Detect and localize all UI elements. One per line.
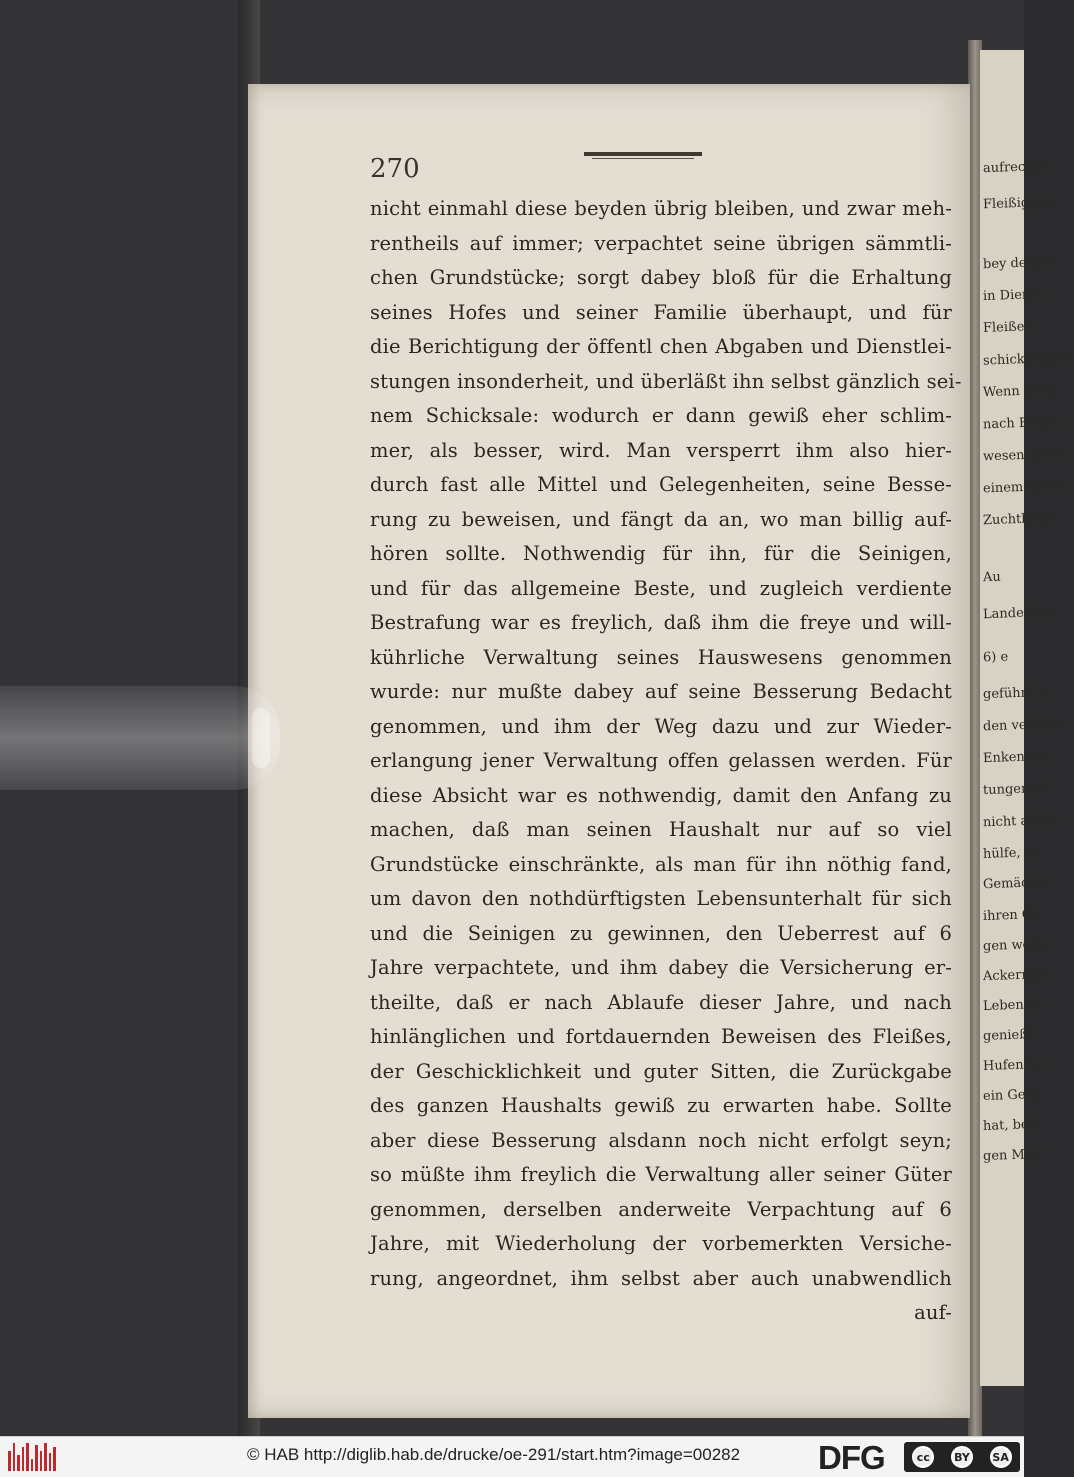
- header-rule: [584, 152, 702, 156]
- barcode-bar: [40, 1451, 43, 1471]
- facing-page-fragment: Au: [982, 569, 1002, 586]
- facing-page-fragment: den verdien: [982, 716, 1062, 735]
- dfg-logo: DFG: [818, 1439, 885, 1476]
- text-line: rung, angeordnet, ihm selbst aber auch unabwendlich: [370, 1266, 952, 1290]
- text-line: und die Seinigen zu gewinnen, den Ueberrest auf 6: [370, 921, 952, 945]
- barcode-bar: [22, 1447, 25, 1471]
- text-line: machen, daß man seinen Haushalt nur auf so viel: [370, 818, 952, 841]
- facing-page-fragment: ein Gesp: [982, 1087, 1041, 1104]
- facing-page-fragment: Zuchthaus: [982, 510, 1053, 529]
- text-line: wurde: nur mußte dabey auf seine Besserung Bedacht: [370, 680, 952, 703]
- text-line: genommen, derselben anderweite Verpachtung auf 6: [370, 1197, 952, 1221]
- facing-page-fragment: hat, bed: [982, 1117, 1038, 1134]
- text-line: mer, als besser, wird. Man versperrt ihm also hier-: [370, 438, 952, 462]
- text-line: nem Schicksale: wodurch er dann gewiß eher schlim-: [370, 404, 952, 427]
- facing-page-fragment: hülfe, so: [982, 845, 1040, 862]
- barcode-bar: [8, 1451, 11, 1471]
- barcode-bar: [31, 1459, 34, 1471]
- page-text: [370, 192, 962, 1331]
- facing-page-fragment: in Dienst: [982, 286, 1043, 305]
- text-line: kührliche Verwaltung seines Hauswesens genommen: [370, 645, 952, 669]
- text-line: stungen insonderheit, und überläßt ihn selbst gänzlich sei-: [370, 369, 962, 393]
- facing-page-fragment: ihren Gr: [982, 907, 1039, 924]
- facing-page-fragment: Hufen be: [982, 1056, 1044, 1075]
- barcode-bar: [26, 1443, 29, 1471]
- attribution-text: © HAB http://diglib.hab.de/drucke/oe-291/start.htm?image=00282: [247, 1445, 741, 1464]
- text-line: Jahre, mit Wiederholung der vorbemerkten Versiche-: [370, 1232, 952, 1255]
- barcode-bar: [49, 1453, 52, 1471]
- barcode-bar: [17, 1455, 20, 1471]
- text-line: aber diese Besserung alsdann noch nicht erfolgt seyn;: [370, 1128, 952, 1152]
- text-line: Bestrafung war es freylich, daß ihm die freye und will-: [370, 611, 952, 634]
- facing-page-fragment: Enken un: [982, 748, 1046, 767]
- text-line: chen Grundstücke; sorgt dabey bloß für die Erhaltung: [370, 266, 952, 289]
- text-line: Grundstücke einschränkte, als man für ihn nöthig fand,: [370, 852, 952, 876]
- facing-page-fragment: Lande ben: [982, 604, 1053, 623]
- text-line: des ganzen Haushalts gewiß zu erwarten habe. Sollte: [370, 1094, 952, 1117]
- text-line: erlangung jener Verwaltung offen gelassen werden. Für: [370, 749, 952, 772]
- facing-page-fragment: Fleißes,: [982, 319, 1036, 336]
- text-line: hören sollte. Nothwendig für ihn, für die Seinigen,: [370, 542, 952, 565]
- book-page: [248, 84, 970, 1418]
- facing-page-fragment: tungen ei: [982, 780, 1046, 799]
- facing-page-fragment: Ackerman: [982, 966, 1051, 985]
- catchword: auf-: [914, 1301, 952, 1324]
- text-line: der Geschicklichkeit und guter Sitten, die Zurückgabe: [370, 1059, 952, 1083]
- text-line: nicht einmahl diese beyden übrig bleiben, und zwar meh-: [370, 197, 952, 220]
- sa-icon: SA: [990, 1446, 1012, 1468]
- text-line: seines Hofes und seiner Familie überhaupt, und für: [370, 300, 952, 324]
- cc-icon: cc: [912, 1446, 934, 1468]
- facing-page-fragment: Gemächlic: [982, 874, 1053, 893]
- facing-page-fragment: gen Mag: [982, 1146, 1042, 1165]
- text-line: so müßte ihm freylich die Verwaltung aller seiner Güter: [370, 1163, 952, 1186]
- facing-page-fragment: 6) e: [982, 649, 1009, 666]
- facing-page-fragment: geführt, u: [982, 684, 1049, 703]
- facing-page-fragment: genießt,: [982, 1027, 1038, 1044]
- text-line: rung zu beweisen, und fängt da an, wo man billig auf-: [370, 507, 952, 531]
- scanner-clamp: [0, 686, 280, 790]
- facing-page-fragment: bey dem P: [982, 254, 1052, 273]
- barcode-bar: [35, 1445, 38, 1471]
- hab-barcode-logo-icon: [8, 1443, 56, 1471]
- barcode-bar: [13, 1443, 16, 1471]
- text-line: um davon den nothdürftigsten Lebensunterhalt für sich: [370, 887, 952, 910]
- text-line: theilte, daß er nach Ablaufe dieser Jahre, und nach: [370, 990, 952, 1014]
- facing-page-fragment: Fleißigern: [982, 194, 1052, 213]
- barcode-bar: [44, 1443, 47, 1471]
- facing-page-fragment: schicklichkeit: [982, 350, 1074, 369]
- facing-page-fragment: nach Endsc: [982, 414, 1060, 433]
- page-number: 270: [370, 154, 420, 184]
- facing-page-fragment: gen wege: [982, 936, 1047, 955]
- text-line: rentheils auf immer; verpachtet seine übrigen sämmtli-: [370, 231, 952, 255]
- cc-by-sa-icon[interactable]: [904, 1442, 1020, 1472]
- facing-page-fragment: wesen nicht: [982, 446, 1063, 465]
- text-line: hinlänglichen und fortdauernden Beweisen des Fleißes,: [370, 1025, 952, 1048]
- facing-page-fragment: Wenn derg: [982, 382, 1055, 401]
- text-line: genommen, und ihm der Weg dazu und zur Wieder-: [370, 714, 952, 738]
- text-line: die Berichtigung der öffentl chen Abgaben und Dienstlei-: [370, 335, 952, 358]
- footer-bar: [0, 1436, 1024, 1477]
- facing-page-fragment: nicht allein: [982, 812, 1058, 831]
- text-line: und für das allgemeine Beste, und zugleich verdiente: [370, 576, 952, 600]
- facing-page: [980, 50, 1074, 1386]
- facing-page-fragment: aufrechge: [982, 158, 1050, 177]
- text-line: diese Absicht war es nothwendig, damit den Anfang zu: [370, 783, 952, 807]
- facing-page-fragment: einem solch: [982, 478, 1062, 497]
- by-icon: BY: [951, 1446, 973, 1468]
- barcode-bar: [53, 1447, 56, 1471]
- facing-page-fragment: Lebensja: [982, 996, 1043, 1015]
- text-line: Jahre verpachtete, und ihm dabey die Versicherung er-: [370, 956, 952, 979]
- text-line: durch fast alle Mittel und Gelegenheiten, seine Besse-: [370, 473, 952, 496]
